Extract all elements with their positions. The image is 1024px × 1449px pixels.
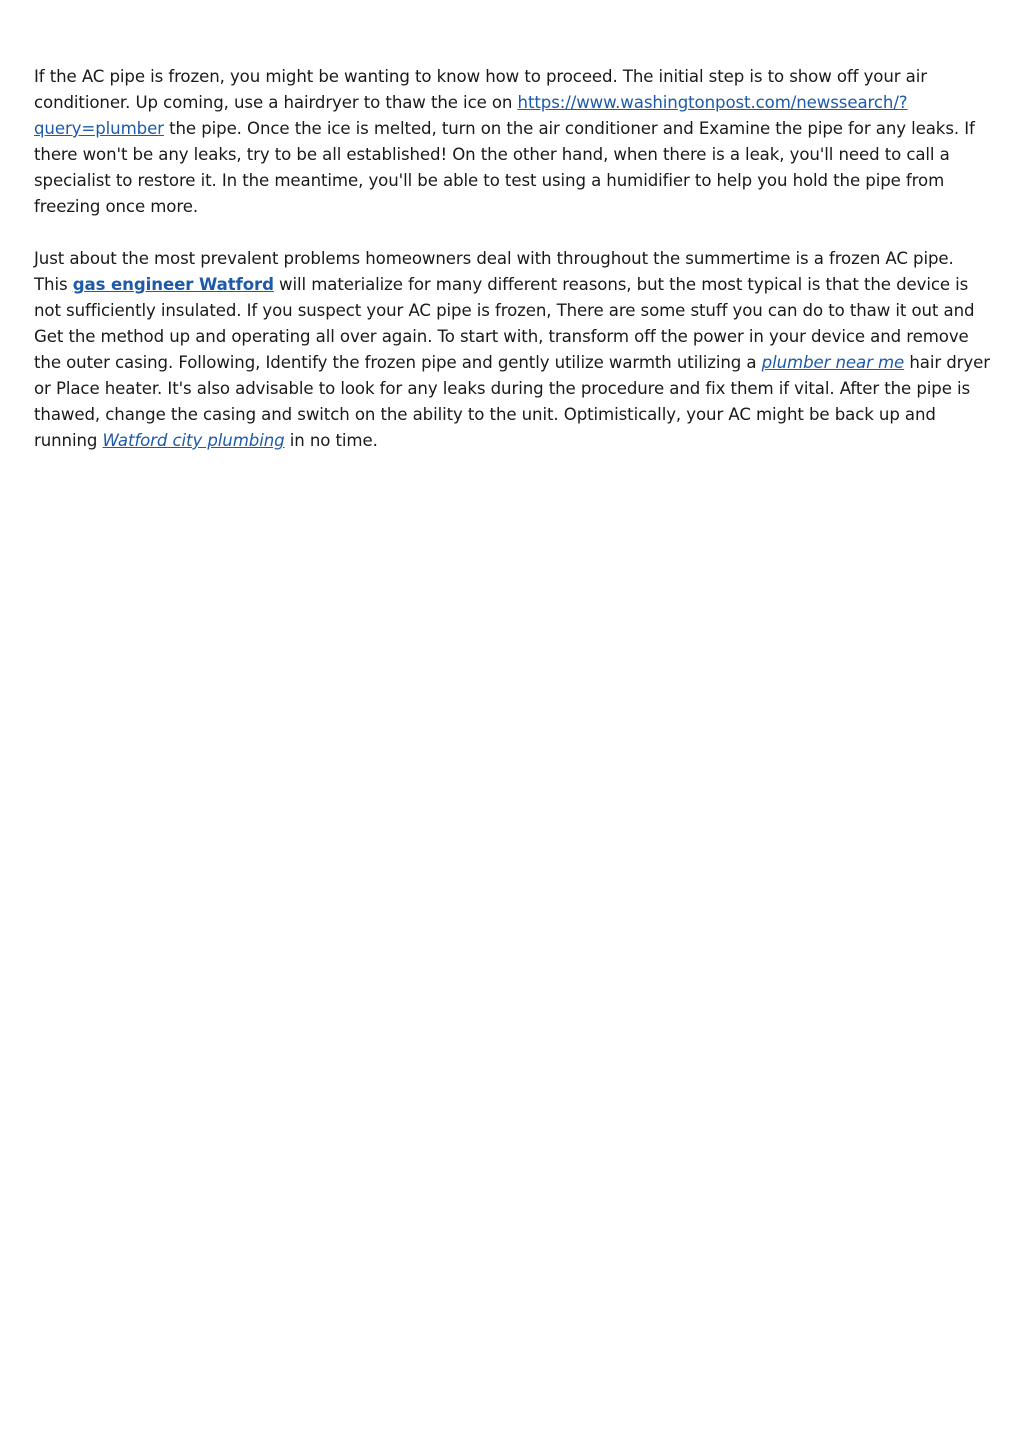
watford-city-plumbing-link[interactable]: Watford city plumbing	[102, 431, 285, 450]
plumber-near-me-link[interactable]: plumber near me	[761, 353, 905, 372]
paragraph-1-text-2: the pipe. Once the ice is melted, turn on the air conditioner and Examine the pipe for any leaks. If there won't be any leaks, try to be all established! On the other hand, when there is a leak, you'll need to call a specialist to restore it. In the meantime, you'll be able to test using a humidifier to help you hold the pipe from freezing once more.	[34, 119, 975, 216]
gas-engineer-watford-link[interactable]: gas engineer Watford	[72, 275, 274, 294]
paragraph-2-text-3: hair dryer or Place heater. It's also advisable to look for any leaks during the procedure and fix them if vital. After the pipe is thawed, change the casing and switch on the ability to the unit. Optimistically, your AC might be back up and running	[34, 353, 990, 450]
paragraph-2-text-2: will materialize for many different reasons, but the most typical is that the device is not sufficiently insulated. If you suspect your AC pipe is frozen, There are some stuff you can do to thaw it out and Get the method up and operating all over again. To start with, transform off the power in your device and remove the outer casing. Following, Identify the frozen pipe and gently utilize warmth utilizing a	[34, 275, 975, 372]
document-body	[34, 64, 992, 480]
paragraph-2-text-4: in no time.	[284, 431, 378, 450]
washingtonpost-link[interactable]: https://www.washingtonpost.com/newssearch/?query=plumber	[34, 93, 908, 138]
paragraph-1	[34, 64, 992, 220]
paragraph-2-text-1: Just about the most prevalent problems homeowners deal with throughout the summertime is a frozen AC pipe. This	[34, 249, 954, 294]
paragraph-1-text-1: If the AC pipe is frozen, you might be wanting to know how to proceed. The initial step is to show off your air conditioner. Up coming, use a hairdryer to thaw the ice on	[34, 67, 927, 112]
paragraph-2	[34, 246, 992, 454]
